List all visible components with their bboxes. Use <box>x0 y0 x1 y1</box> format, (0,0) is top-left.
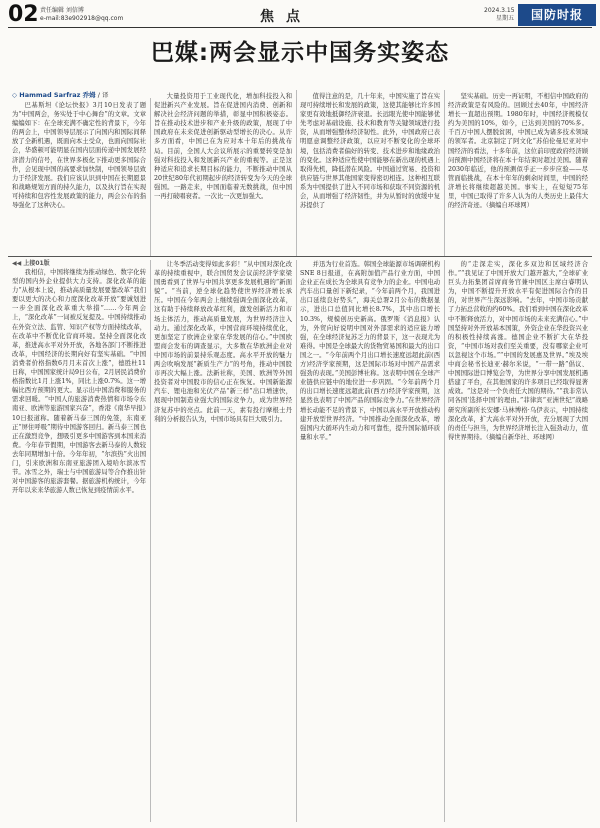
column-divider <box>296 260 297 822</box>
column-divider <box>150 260 151 822</box>
lower-column-3: 并迅为行业首选。韩国全球能源市场调研机构SNE 8日报道，在高附加值产品行业方面，中国企业正在成长为全球具有竞争力的企业。中国电动汽车出口量创下新纪录，“今年前两个月，我国进出口延续良好势头”，海关总署2月公布的数据显示，进出口总值同比增长8.7%，其中出口增长10.3%，规模创历史新高。俄罗斯《消息报》认为，外贸向好说明中国对外部需求的适应能力增强，在全球经济复苏乏力的背景下，这一表现尤为难得。中国是全球最大的货物贸易国和最大的出口国之一。“今年前两个月出口增长速度远超此前(西方)经济学家预期，这是国际市场对中国产品需求强劲的表现。”美国彭博社称。这表明中国在全球产业链供应链中的地位进一步巩固。“今年前两个月的出口增长速度远超此前(西方)经济学家预期，这显然也表明了中国产品的国际竞争力。”在世界经济增长动能不足的背景下，中国以高水平开放推动构建开放型世界经济。“中国推动全面深化改革，增强国内大循环内生动力和可靠性，提升国际循环质量和水平。” <box>300 261 440 441</box>
page-header <box>8 4 592 26</box>
column-divider <box>444 260 445 822</box>
upper-column-4: 坚实基础。历史一再证明，不相信中国政府的经济政策是有风险的。回顾过去40年，中国经济增长一直超出预期。1980年时，中国经济规模仅约为美国的10%，如今，已达到美国的70%多。千百万中国人摆脱贫困，中国已成为诸多技术领域的领军者。北京制定了阿文化“苏伯伦曼尼亚对中国经济的看法，十多年前，这位前印度政府经济顾问预测中国经济将在本十年结束时超过美国。随着2030年临近，他的预测似乎正一步步应验——尽管面临挑战，在本十年年的剩余时间里，中国的经济增长将继续超越美国。事实上，在短短75年里，中国已取得了许多人认为的人类历史上最伟大的经济奇迹。（摘编自环球网） <box>448 93 588 210</box>
byline <box>12 90 109 99</box>
upper-column-1: 巴基斯坦《论坛快报》3月10日发表了题为“中国两会，务实处于中心舞台”的文章。文章编编如下：在全球充满不确定性的背景下，今年的两会上，中国领导层展示了向国内和国际间释放了全新机遇，既面向本土受众，也面向国际社会，华盛顿可能明显在国内层面传递中国发展经济潜力的信号，在世界多极化下推动更多国际合作，会见现中国的高要求加快制，中国领导层致力于经济发展。我们应该认识到中国在长期愿景和战略规划方面的持久能力，以及执行旨在实现可持续和包容性发展政策的能力，两会公布的指导强化了这种决心。 <box>12 102 146 210</box>
article-headline: 巴媒:两会显示中国务实姿态 <box>150 40 450 66</box>
header-rule <box>8 27 592 28</box>
weekday: 星期五 <box>495 15 514 22</box>
editor-line: 责任编辑 刘信博 <box>40 7 84 14</box>
column-divider <box>296 90 297 256</box>
upper-column-2: 大量投资用于工业现代化，增加科技投入和促进新兴产业发展。旨在促进国内消费、创新和解决社会经济问题的举措，彰显中国积极姿态。旨在推动技术进步和产业升级的政策，展现了中国政府在未来促进创新驱动型增长的决心。从许多方面看，中国已在为应对本十年后的挑战布局。目前，全国人大会议所展示的重要转变是加强对科技投入和发展新兴产业的重视等。正是这种适应和追求长期目标的能力，不断推动中国从20世纪80年代初期起步的经济转变为今天的全球强国。一路走来，中国面临着无数挑战，但中国一再打破唱衰者。一次比一次更加强大。 <box>154 93 292 201</box>
column-divider <box>444 90 445 256</box>
upper-column-3: 值得注意的是，几十年来，中国实施了旨在实现可持续增长和发展的政策，这使其能够比许多国家更有效地抵御经济衰退。长远眼光使中国能够优先考虑对基础设施、技术和教育等关键领域进行投资，从而增强整体经济韧性。此外，中国政府已表明愿意调整经济政策，以应对不断变化的全球环境，包括消费者偏好的转变、技术进步和地缘政治的变化。这种适应性使中国能够在新出现的机遇上取得先机，降低潜在风险。中国通过贸易、投资和供应链与世界其他国家变得密切相连。这种相互联系为中国提供了进入不同市场和获取不同资源的机会，从而增强了经济韧性，并为从暂时的放缓中复苏提供了 <box>300 93 440 210</box>
section-rule <box>8 256 592 257</box>
date-info <box>484 7 514 23</box>
lower-column-4: 的“走深走实，深化多双边和区域经济合作。”“我见证了中国开放大门越开越大，”全球矿业巨头力拓集团首席商务官兼中国区主席白睿明认为，中国不断提升开放水平有促进国际合作的目的，对世界产生深远影响。“去年，中国市场贡献了力拓总营收的约60%。我们看到中国在深化改革中不断释放活力，对中国市场的未来充满信心。”中国坚持对外开放基本国策，外资企业在华投资兴业的积极性持续高涨。德国企业不断扩大在华投资，“中国市场对我们至关重要，没有哪家企业可以忽视这个市场。”“中国的发展惠及世界。”埃及埃中商会秘书长迪亚·赫尔米说，“一带一路”倡议、中国国际进口博览会等，为世界分享中国发展机遇搭建了平台，在其他国家的许多项目已经取得显著成效。“这是对一个负责任大国的期待。”“我非常认同各国‘选择中国’的理由。”菲律宾“亚洲世纪”战略研究所副所长安娜·马林博格·乌伊表示，中国持续深化改革，扩大高水平对外开放，充分展现了大国的责任与担当，为世界经济增长注入强劲动力，值得世界期待。（摘编自新华社、环球网） <box>448 261 588 441</box>
column-divider <box>150 98 151 256</box>
email-line: e-mail:83e902918@qq.com <box>40 15 124 22</box>
continued-label: ◀◀ 上接01版 <box>12 260 50 267</box>
lower-column-1: 我相信，中国将继续为推动绿色、数字化转型的国内外企业提供大力支持。深化改革的能力“从根本上说，推动高质量发展要靠改革”我们要以更大的决心和力度深化改革开放“要诚划进一步全面深化改革重大举措”……今年两会上，“深化改革”一词被反复提及。中国持续推动在外资立法、监管、知识产权等方面持续改革，在改革中不断优化营商环境。坚持全面深化改革，推进高水平对外开放，各地各部门不断推进改革，中国经济的长期向好有坚实基础。“中国消费者价格指数6月月末首次上涨”，德胜杜11日称，中国国家统计局9日公布，2月居民消费价格指数比1月上涨1%，同比上涨0.7%。这一增幅比西方预期的更大。显示出中国消费和服务的需求回暖。“中国人的旅游消费热情和市场令东南亚、欧洲等旅游国家兴奋”，香港《南华早报》10日报道称。随着新马泰三国的免签，东南亚正“屏住呼吸”期待中国游客回归。新马泰三国也正在激烈竞争，想吸引更多中国游客到本国来消费。今年春节假期，中国游客去新马泰的人数较去年同期增加十倍。今年年初，“尔滨热”火出国门，引来欧洲和东南亚旅游团入境哈尔滨冰雪节。冰雪之外，瑞士与中国旅游局等合作推出针对中国游客的旅游套餐。据旅游机构统计，今年开年以来来华旅游人数已恢复到疫情前水平。 <box>12 269 146 495</box>
section-title: 焦点 <box>260 9 312 25</box>
byline-role: / 译 <box>97 91 109 99</box>
editor-info <box>40 7 123 23</box>
byline-author: ◇ Hammad Sarfraz 乔姆 <box>12 91 96 99</box>
lower-column-2: 让冬季活动变得如此多彩！”从中国对深化改革的持续重视中，联合国贸发会议前经济学家梁国勇看到了世界与中国共享更多发展机遇的“新面貌”。“当前，逆全球化趋势使世界经济增长承压。中国在今年两会上继续强调全面深化改革，这有助于持续释放改革红利，激发创新活力和市场主体活力，推动高质量发展，为世界经济注入动力。通过深化改革，中国营商环境持续优化，更加坚定了欧洲企业家在华发展的信心。”中国欧盟商会发布的调查显示，大多数在华欧洲企业对中国市场的前景持乐观态度。高水平开放的魅力两会吹响发展“新质生产力”的号角，推动中国股市再次大幅上涨。法新社称，美国、欧洲等外国投资者对中国股市的信心正在恢复。中国新能源汽车、锂电池和光伏产品“新三样”出口增速快，展现中国制造业强大的国际竞争力，成为世界经济复苏中的亮点。此前一天，素有投行摩根士丹利的分析报告认为，中国市场具有巨大吸引力。 <box>154 261 292 423</box>
page-number: 02 <box>8 2 39 27</box>
newspaper-masthead: 国防时报 <box>518 4 596 26</box>
date: 2024.3.15 <box>484 7 515 14</box>
